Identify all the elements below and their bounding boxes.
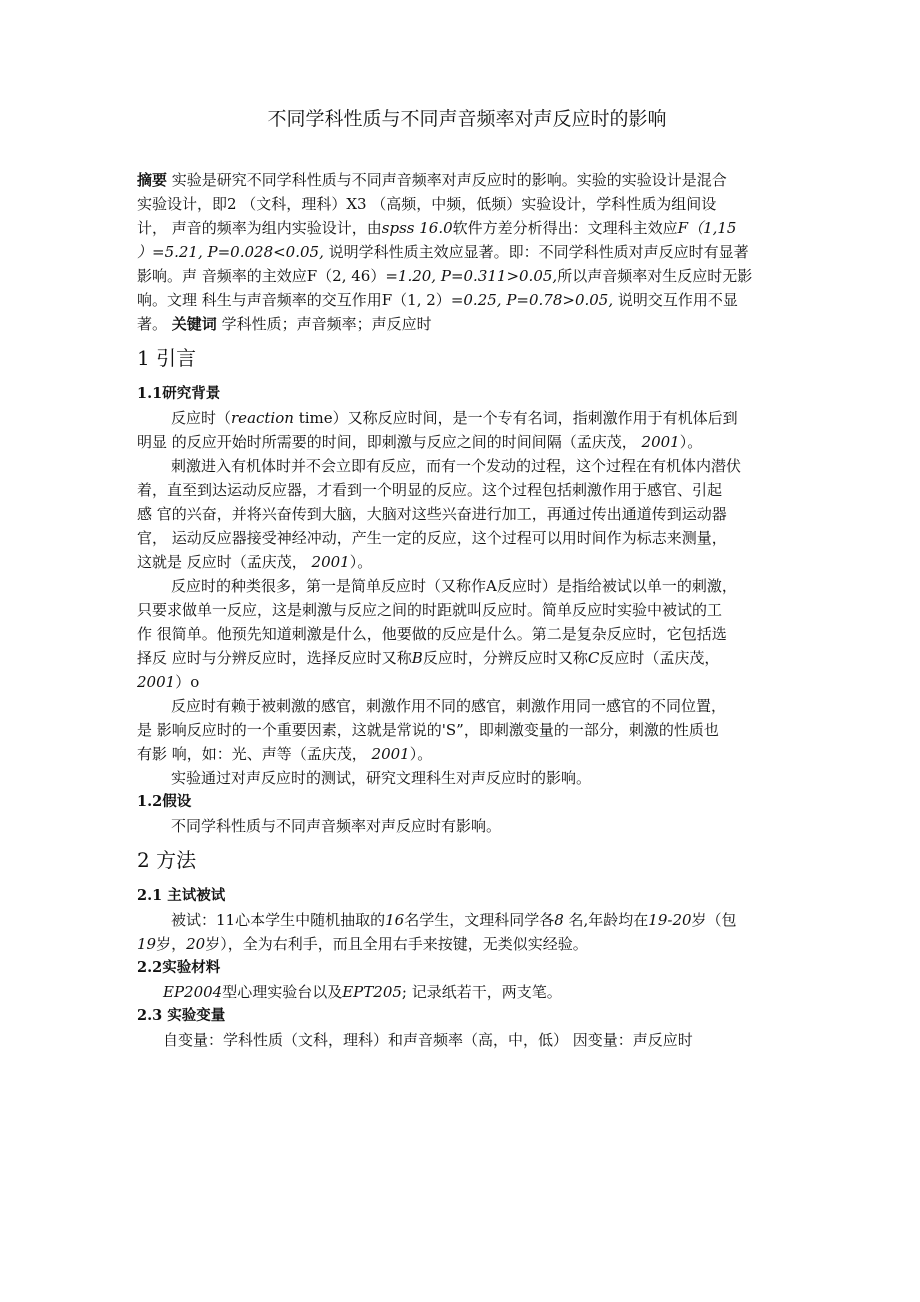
text-line xyxy=(137,168,817,192)
text-line xyxy=(137,264,817,288)
subsection-heading xyxy=(137,1004,817,1028)
paragraph-first-line xyxy=(137,694,817,718)
text-segment: 只要求做单一反应，这是刺激与反应之间的时距就叫反应时。简单反应时实验中被试的工 xyxy=(137,601,723,619)
text-line xyxy=(137,430,817,454)
text-line xyxy=(137,598,817,622)
paragraph-first-line xyxy=(137,574,817,598)
text-line xyxy=(137,670,817,694)
text-segment: 2.1 主试被试 xyxy=(137,887,226,904)
text-segment: 刺激进入有机体时并不会立即有反应，而有一个发动的过程，这个过程在有机体内潜伏 xyxy=(171,457,742,475)
italic-text: 19-20 xyxy=(648,911,692,929)
text-segment: 实验通过对声反应时的测试，研究文理科生对声反应时的影响。 xyxy=(171,769,592,787)
text-segment: 名学生，文理科同学各 xyxy=(404,911,555,929)
text-segment: 1.1研究背景 xyxy=(137,385,221,402)
text-segment: 1 引言 xyxy=(137,346,197,370)
text-segment: 作 很简单。他预先知道刺激是什么，他要做的反应是什么。第二是复杂反应时，它包括选 xyxy=(137,625,727,643)
text-segment: 所以声音频率对生反应时无影 xyxy=(557,267,753,285)
paragraph-first-line xyxy=(137,908,817,932)
paragraph-first-line xyxy=(137,814,817,838)
italic-text: =1.20, P=0.311>0.05, xyxy=(385,267,558,285)
text-segment: time）又称反应时间，是一个专有名词，指刺激作用于有机体后到 xyxy=(293,409,738,427)
text-segment: 岁， xyxy=(156,935,187,953)
text-segment: 名,年龄均在 xyxy=(563,911,649,929)
subsection-heading xyxy=(137,956,817,980)
text-line xyxy=(137,718,817,742)
text-segment: 是 影响反应时的一个重要因素，这就是常说的'S”，即刺激变量的一部分，刺激的性质也 xyxy=(137,721,719,739)
italic-text: 2001 xyxy=(641,433,680,451)
italic-text: reaction xyxy=(231,409,294,427)
italic-text: 19 xyxy=(137,935,157,953)
text-segment: 岁），全为右利手，而且全用右手来按键，无类似实经验。 xyxy=(205,935,588,953)
text-segment: 被试：11心本学生中随机抽取的 xyxy=(171,911,386,929)
text-segment: 岁（包 xyxy=(691,911,737,929)
italic-text: 2001 xyxy=(311,553,350,571)
text-segment: 着，直至到达运动反应器，才看到一个明显的反应。这个过程包括刺激作用于感官、引起 xyxy=(137,481,723,499)
text-segment: 反应时的种类很多，第一是简单反应时（又称作A反应时）是指给被试以单一的刺激， xyxy=(171,577,737,595)
italic-text: 2001 xyxy=(137,673,176,691)
text-segment: 实验设计，即2 （文科，理科）X3 （高频，中频，低频）实验设计，学科性质为组间设 xyxy=(137,195,717,213)
text-segment: 1.2假设 xyxy=(137,793,192,810)
text-segment: 计， 声音的频率为组内实验设计，由 xyxy=(137,219,382,237)
italic-text: 20 xyxy=(186,935,206,953)
italic-text: EP2004 xyxy=(163,983,223,1001)
text-line xyxy=(137,216,817,240)
document-body xyxy=(137,168,817,1052)
text-segment: 明显 的反应开始时所需要的时间，即刺激与反应之间的时间间隔（孟庆茂， xyxy=(137,433,642,451)
text-line xyxy=(137,622,817,646)
italic-text: 16 xyxy=(385,911,405,929)
text-segment: 影响。声 音频率的主效应F（2, 46） xyxy=(137,267,386,285)
italic-text: B xyxy=(411,649,423,667)
text-line xyxy=(137,932,817,956)
text-segment: 官， 运动反应器接受神经冲动，产生一定的反应，这个过程可以用时间作为标志来测量， xyxy=(137,529,727,547)
text-segment: 说明学科性质主效应显著。即：不同学科性质对声反应时有显著 xyxy=(323,243,749,261)
text-segment: 著。 xyxy=(137,315,172,333)
text-line xyxy=(137,742,817,766)
subsection-heading xyxy=(137,884,817,908)
paragraph-first-line xyxy=(137,454,817,478)
text-segment: 软件方差分析得出：文理科主效应 xyxy=(452,219,678,237)
text-segment: 说明交互作用不显 xyxy=(613,291,738,309)
text-segment: ）o xyxy=(175,673,200,691)
paragraph-first-line xyxy=(137,406,817,430)
text-line xyxy=(137,288,817,312)
text-segment: 反应时（孟庆茂， xyxy=(599,649,720,667)
text-segment: 这就是 反应时（孟庆茂， xyxy=(137,553,312,571)
text-segment: 2 方法 xyxy=(137,848,197,872)
bold-label: 摘要 xyxy=(137,171,168,189)
italic-text: EPT205 xyxy=(342,983,402,1001)
subsection-heading xyxy=(137,382,817,406)
text-segment: 2.2实验材料 xyxy=(137,959,221,976)
text-segment: ）。 xyxy=(409,745,433,763)
text-segment: 反应时（ xyxy=(171,409,232,427)
text-segment: 实验是研究不同学科性质与不同声音频率对声反应时的影响。实验的实验设计是混合 xyxy=(167,171,727,189)
text-segment: ）。 xyxy=(349,553,373,571)
italic-text: C xyxy=(587,649,600,667)
text-segment: 自变量：学科性质（文科，理科）和声音频率（高，中，低） 因变量：声反应时 xyxy=(163,1031,693,1049)
text-segment: 感 官的兴奋，并将兴奋传到大脑，大脑对这些兴奋进行加工，再通过传出通道传到运动器 xyxy=(137,505,727,523)
text-segment: 学科性质；声音频率；声反应时 xyxy=(216,315,432,333)
text-line xyxy=(137,478,817,502)
italic-text: ）=5.21, P=0.028<0.05, xyxy=(137,243,324,261)
italic-text: 8 xyxy=(554,911,564,929)
text-line xyxy=(137,646,817,670)
text-line xyxy=(137,526,817,550)
text-segment: 2.3 实验变量 xyxy=(137,1007,226,1024)
text-line xyxy=(137,240,817,264)
paragraph-first-line xyxy=(137,1028,817,1052)
text-line xyxy=(137,192,817,216)
italic-text: spss 16.0 xyxy=(381,219,453,237)
text-segment: ）。 xyxy=(679,433,703,451)
text-line xyxy=(137,312,817,336)
text-line xyxy=(137,502,817,526)
italic-text: =0.25, P=0.78>0.05, xyxy=(450,291,614,309)
text-segment: 有影 响，如：光、声等（孟庆茂， xyxy=(137,745,372,763)
text-segment: 反应时有赖于被刺激的感官，刺激作用不同的感官，刺激作用同一感官的不同位置， xyxy=(171,697,727,715)
text-segment: 择反 应时与分辨反应时，选择反应时又称 xyxy=(137,649,412,667)
text-segment: 响。文理 科生与声音频率的交互作用F（1, 2） xyxy=(137,291,451,309)
section-heading xyxy=(137,842,817,878)
document-title: 不同学科性质与不同声音频率对声反应时的影响 xyxy=(267,108,667,130)
italic-text: F（1,15 xyxy=(677,219,737,237)
text-line xyxy=(137,550,817,574)
paragraph-first-line xyxy=(137,766,817,790)
text-segment: 反应时，分辨反应时又称 xyxy=(422,649,588,667)
italic-text: 2001 xyxy=(371,745,410,763)
bold-label: 关键词 xyxy=(171,315,217,333)
paragraph-first-line xyxy=(137,980,817,1004)
text-segment: ; 记录纸若干，两支笔。 xyxy=(401,983,562,1001)
section-heading xyxy=(137,340,817,376)
subsection-heading xyxy=(137,790,817,814)
text-segment: 型心理实验台以及 xyxy=(222,983,343,1001)
text-segment: 不同学科性质与不同声音频率对声反应时有影响。 xyxy=(171,817,502,835)
